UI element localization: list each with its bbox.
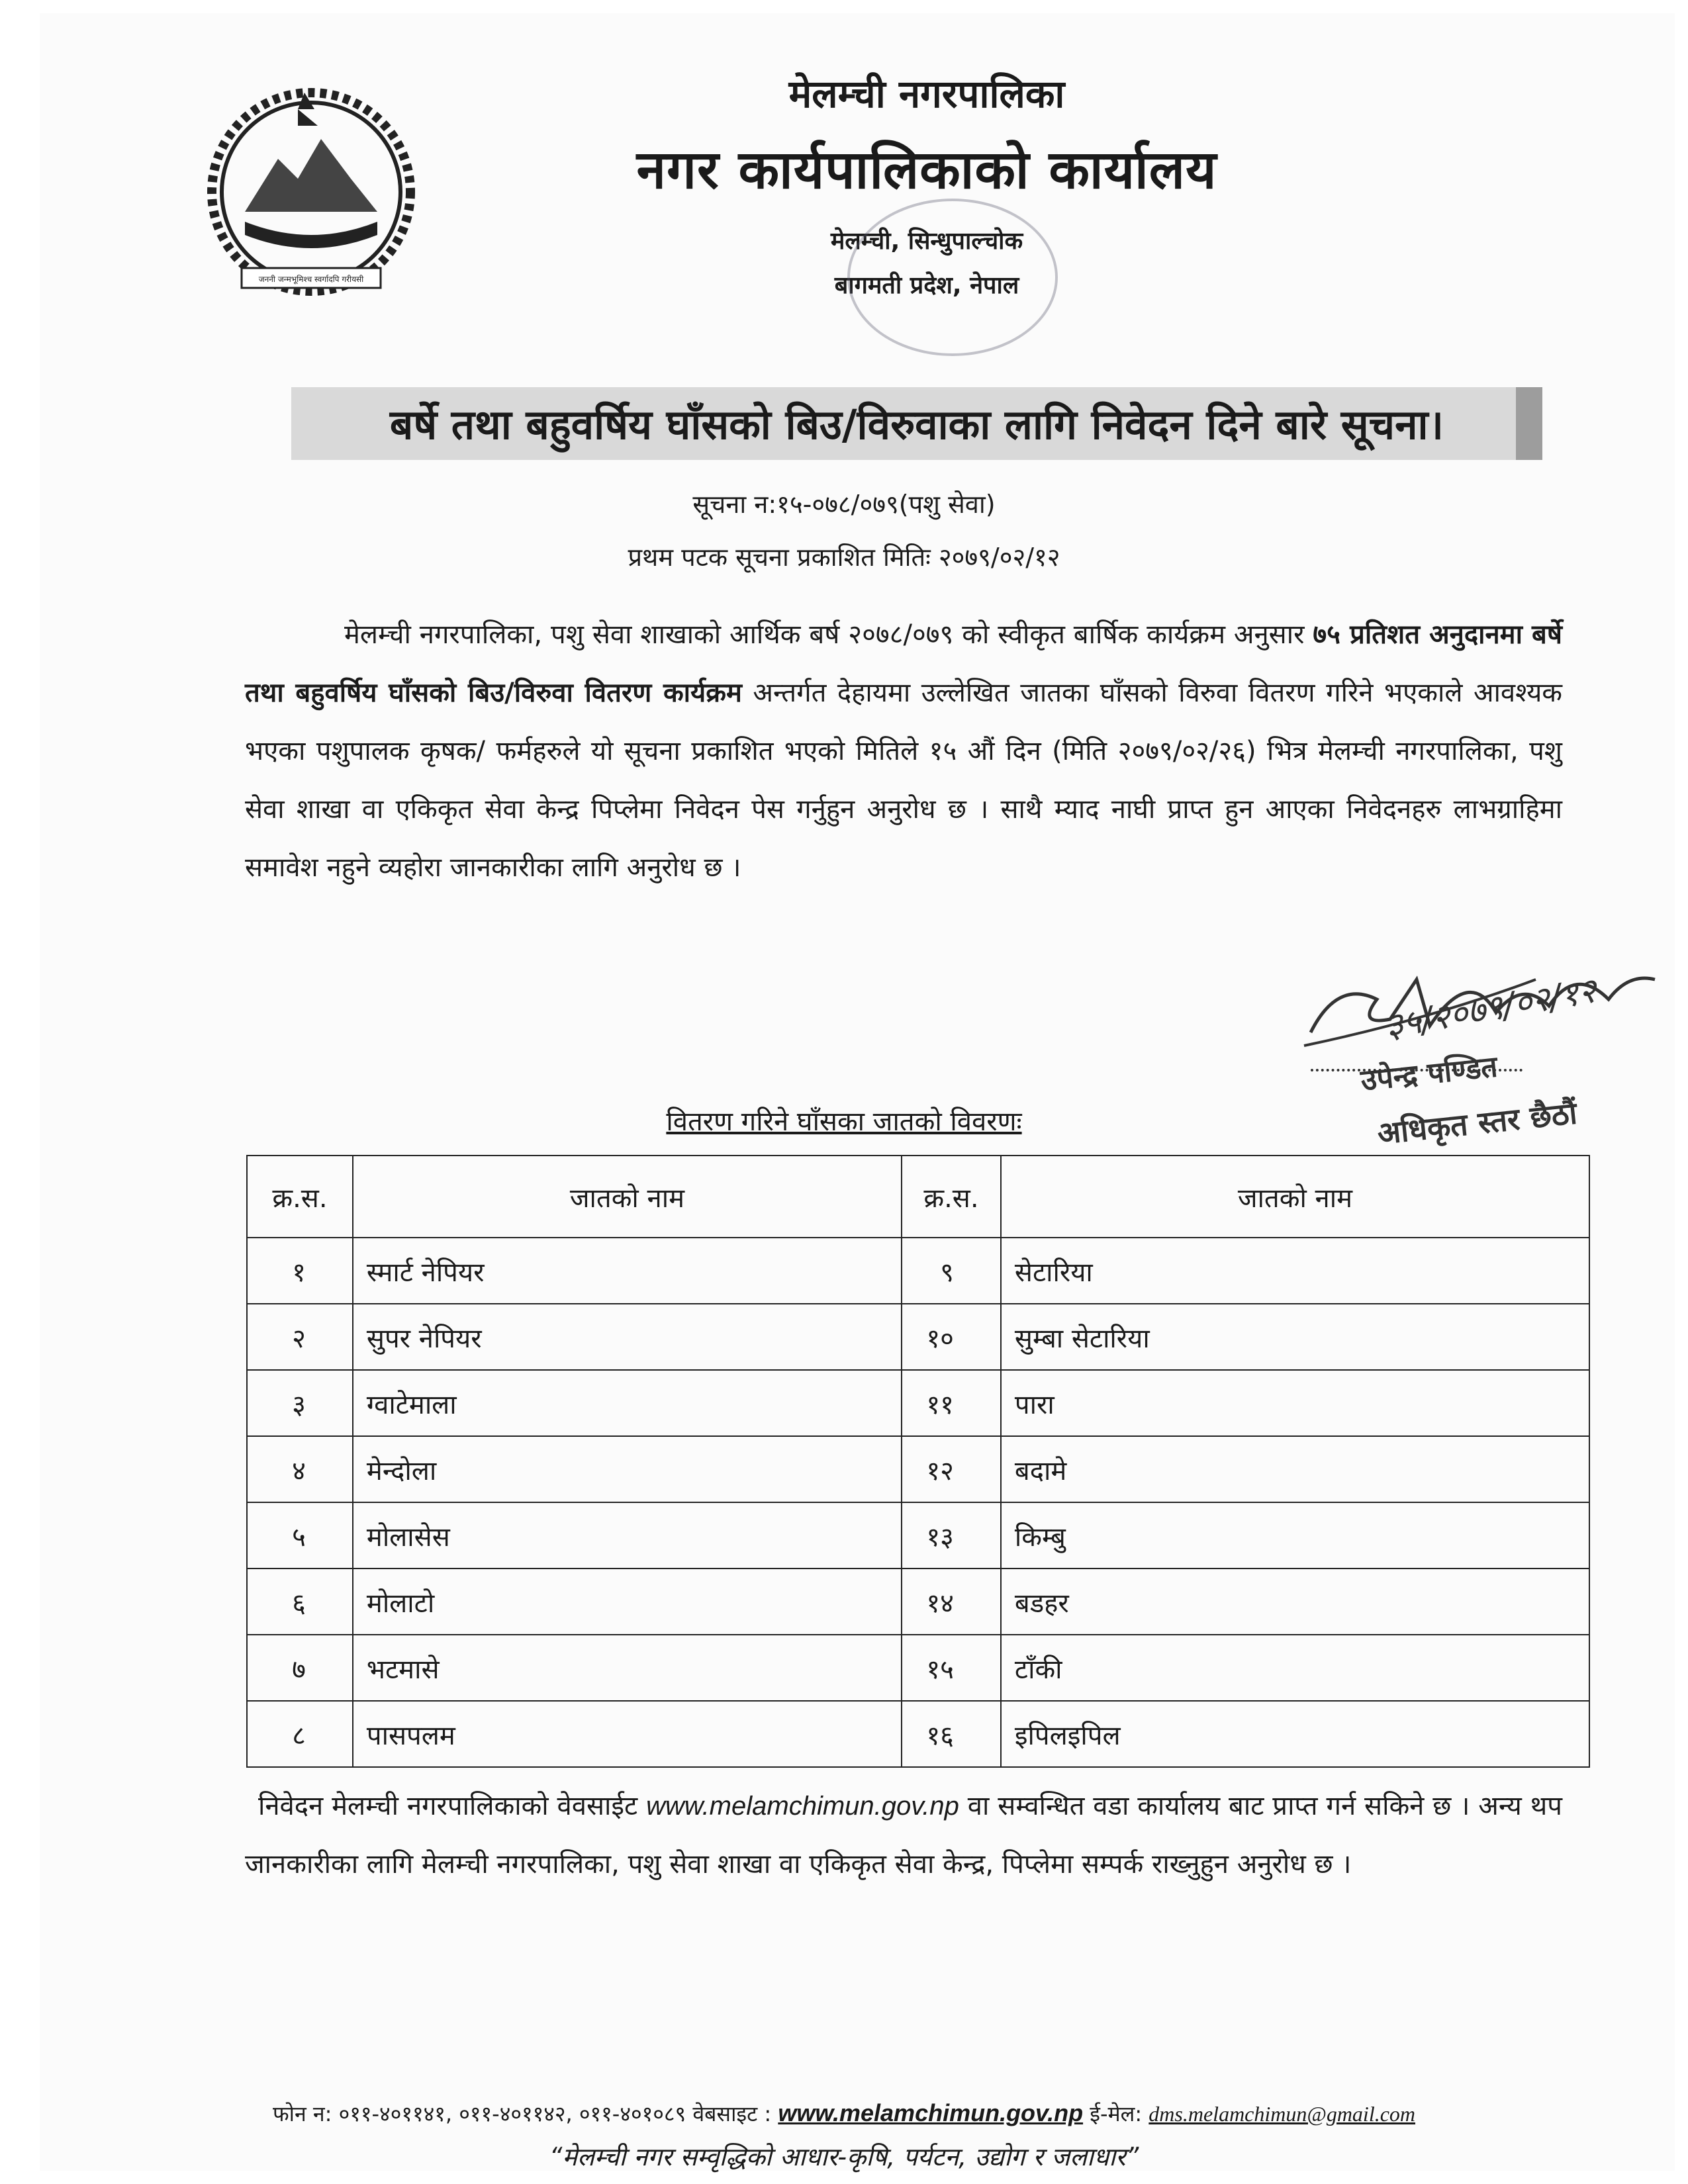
contact-line xyxy=(0,2099,1688,2128)
table-row xyxy=(247,1304,1589,1370)
variety-cell: सुम्बा सेटारिया xyxy=(1001,1304,1589,1370)
serial-cell: १४ xyxy=(902,1569,1001,1635)
variety-cell: पासपलम xyxy=(353,1701,902,1767)
header-variety: जातको नाम xyxy=(1001,1156,1589,1238)
serial-cell: ९ xyxy=(902,1238,1001,1304)
notice-number: सूचना न:१५-०७८/०७९(पशु सेवा) xyxy=(692,490,996,519)
variety-cell: इपिलइपिल xyxy=(1001,1701,1589,1767)
body-bold: ७५ प्रतिशत अनुदानमा बर्षे तथा बहुवर्षिय घाँसको बिउ/विरुवा वितरण कार्यक्रम xyxy=(245,619,1563,708)
serial-cell: ६ xyxy=(247,1569,353,1635)
application-info xyxy=(245,1777,1562,1893)
variety-cell: सेटारिया xyxy=(1001,1238,1589,1304)
office-stamp xyxy=(847,199,1058,356)
office-name: नगर कार्यपालिकाको कार्यालय xyxy=(636,139,1217,201)
notice-title xyxy=(291,387,1542,460)
variety-cell: किम्बु xyxy=(1001,1502,1589,1569)
table-header-row xyxy=(247,1156,1589,1238)
serial-cell: १० xyxy=(902,1304,1001,1370)
body-intro: मेलम्ची नगरपालिका, पशु सेवा शाखाको आर्थिक बर्ष २०७८/०७९ को स्वीकृत बार्षिक कार्यक्रम अनुसार xyxy=(344,619,1305,650)
variety-cell: मेन्दोला xyxy=(353,1436,902,1502)
variety-cell: पारा xyxy=(1001,1370,1589,1436)
office-location: मेलम्ची, सिन्धुपाल्चोक xyxy=(830,228,1023,255)
email-link[interactable]: dms.melamchimun@gmail.com xyxy=(1149,2102,1416,2126)
website-link[interactable]: www.melamchimun.gov.np xyxy=(646,1792,959,1821)
footer-website-link[interactable]: www.melamchimun.gov.np xyxy=(778,2099,1084,2126)
header-variety: जातको नाम xyxy=(353,1156,902,1238)
table-row xyxy=(247,1569,1589,1635)
serial-cell: ७ xyxy=(247,1635,353,1701)
application-info-post: वा सम्वन्धित वडा कार्यालय बाट प्राप्त गर्न सकिने छ । अन्य थप जानकारीका लागि मेलम्ची नगरपालिका, पशु सेवा शाखा वा एकिकृत सेवा केन्द्र, पिप्लेमा सम्पर्क राख्नुहुन अनुरोध छ । xyxy=(245,1791,1562,1880)
serial-cell: ५ xyxy=(247,1502,353,1569)
serial-cell: ३ xyxy=(247,1370,353,1436)
variety-cell: बदामे xyxy=(1001,1436,1589,1502)
notice-title-text: बर्षे तथा बहुवर्षिय घाँसको बिउ/विरुवाका लागि निवेदन दिने बारे सूचना। xyxy=(389,400,1444,449)
variety-cell: मोलाटो xyxy=(353,1569,902,1635)
serial-cell: ८ xyxy=(247,1701,353,1767)
variety-cell: ग्वाटेमाला xyxy=(353,1370,902,1436)
variety-cell: मोलासेस xyxy=(353,1502,902,1569)
signatory-name: उपेन्द्र पण्डित xyxy=(1359,1050,1499,1098)
phone-numbers: फोन न: ०११-४०११४१, ०११-४०११४२, ०११-४०१०८९ वेबसाइट : xyxy=(272,2101,772,2126)
header-serial: क्र.स. xyxy=(247,1156,353,1238)
signatory-post: अधिकृत स्तर छैठौं xyxy=(1376,1095,1579,1152)
email-label: ई-मेल: xyxy=(1090,2101,1143,2126)
table-row xyxy=(247,1635,1589,1701)
publish-date: प्रथम पटक सूचना प्रकाशित मितिः २०७९/०२/१२ xyxy=(628,543,1060,572)
serial-cell: १ xyxy=(247,1238,353,1304)
table-row xyxy=(247,1701,1589,1767)
municipal-slogan: “मेलम्ची नगर सम्वृद्धिको आधार-कृषि, पर्यटन, उद्योग र जलाधार” xyxy=(549,2142,1139,2171)
office-province: बागमती प्रदेश, नेपाल xyxy=(834,272,1019,299)
table-row xyxy=(247,1370,1589,1436)
variety-cell: टाँकी xyxy=(1001,1635,1589,1701)
notice-body xyxy=(245,606,1562,897)
serial-cell: १६ xyxy=(902,1701,1001,1767)
serial-cell: १३ xyxy=(902,1502,1001,1569)
variety-cell: भटमासे xyxy=(353,1635,902,1701)
grass-variety-table xyxy=(246,1155,1590,1768)
serial-cell: २ xyxy=(247,1304,353,1370)
serial-cell: ४ xyxy=(247,1436,353,1502)
body-rest: अन्तर्गत देहायमा उल्लेखित जातका घाँसको विरुवा वितरण गरिने भएकाले आवश्यक भएका पशुपालक कृषक/ फर्महरुले यो सूचना प्रकाशित भएको मितिले १५ औं दिन (मिति २०७९/०२/२६) भित्र मेलम्ची नगरपालिका, पशु सेवा शाखा वा एकिकृत सेवा केन्द्र पिप्लेमा निवेदन पेस गर्नुहुन अनुरोध छ । साथै म्याद नाघी प्राप्त हुन आएका निवेदनहरु लाभग्राहिमा समावेश नहुने व्यहोरा जानकारीका लागि अनुरोध छ । xyxy=(245,678,1563,883)
variety-cell: बडहर xyxy=(1001,1569,1589,1635)
signature-date: ३५/२०७९/०२/१२ xyxy=(1382,970,1600,1048)
table-row xyxy=(247,1502,1589,1569)
serial-cell: १५ xyxy=(902,1635,1001,1701)
table-row xyxy=(247,1436,1589,1502)
signature-scribble xyxy=(1297,940,1668,1059)
header-serial: क्र.स. xyxy=(902,1156,1001,1238)
table-row xyxy=(247,1238,1589,1304)
table-title: वितरण गरिने घाँसका जातको विवरणः xyxy=(666,1107,1022,1137)
emblem-caption: जननी जन्मभूमिश्च स्वर्गादपि गरीयसी xyxy=(258,275,364,284)
serial-cell: ११ xyxy=(902,1370,1001,1436)
application-info-pre: निवेदन मेलम्ची नगरपालिकाको वेवसाईट xyxy=(258,1791,638,1821)
municipality-name: मेलम्ची नगरपालिका xyxy=(788,71,1065,116)
variety-cell: सुपर नेपियर xyxy=(353,1304,902,1370)
serial-cell: १२ xyxy=(902,1436,1001,1502)
variety-cell: स्मार्ट नेपियर xyxy=(353,1238,902,1304)
nepal-government-emblem xyxy=(199,79,424,298)
